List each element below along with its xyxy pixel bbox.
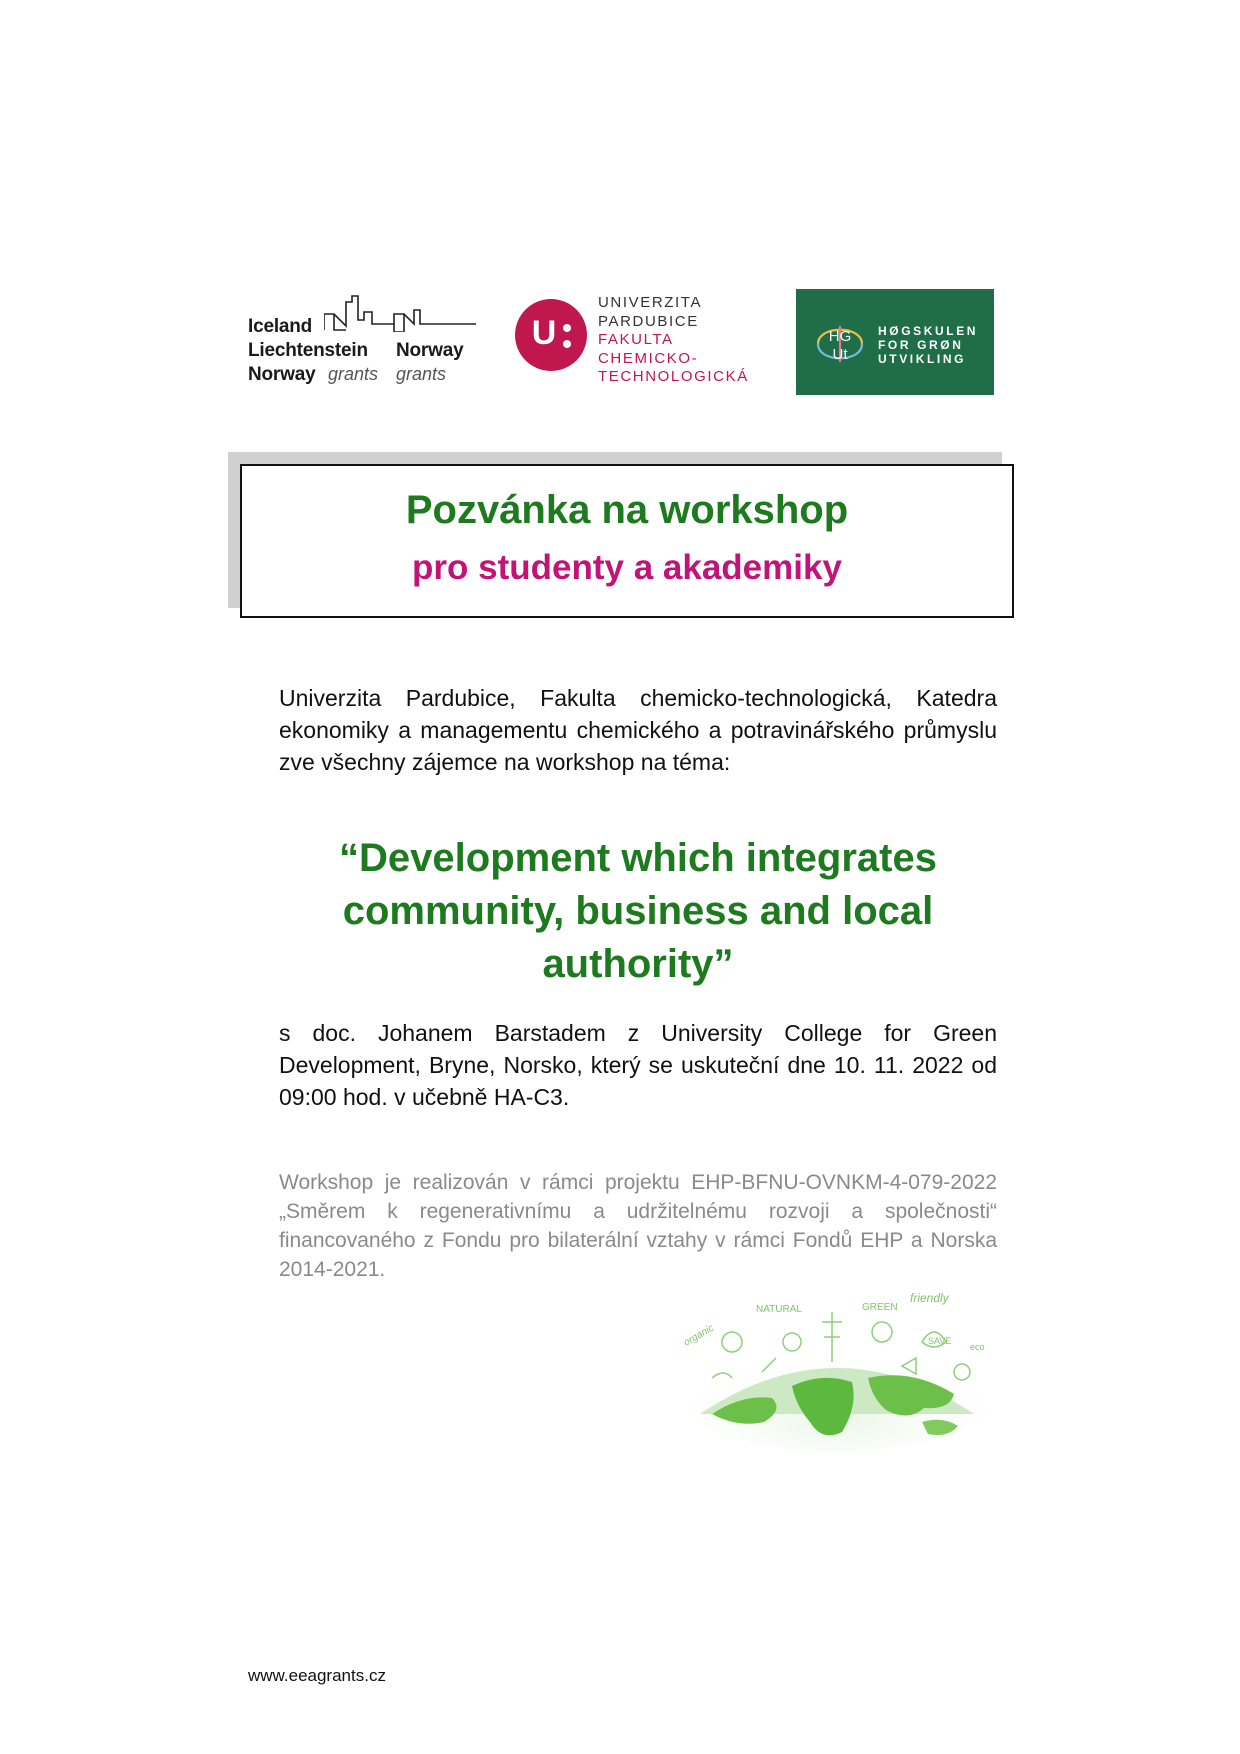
norway-grants-norway-label: Norway <box>396 340 464 361</box>
upce-line-fakulta: FAKULTA <box>598 331 674 348</box>
upce-line-technologicka: TECHNOLOGICKÁ <box>598 368 749 385</box>
upce-wordmark <box>598 294 749 387</box>
upce-faculty-logo <box>514 294 754 390</box>
hgut-line-utvikling: UTVIKLING <box>878 352 967 366</box>
eco-word-eco: eco <box>970 1342 985 1352</box>
hgut-line-hogskulen: HØGSKULEN <box>878 324 979 338</box>
upce-mark-letter: U <box>531 314 557 352</box>
project-note: Workshop je realizován v rámci projektu EHP-BFNU-OVNKM-4-079-2022 „Směrem k regenerativnímu a udržitelnému rozvoji a společnosti“ financovaného z Fondu pro bilaterální vztahy v rámci Fondů EHP a Norska 2014-2021. <box>279 1171 997 1281</box>
eco-word-natural: NATURAL <box>756 1304 802 1315</box>
workshop-topic: “Development which integrates community, business and local authority” <box>339 836 937 986</box>
norway-grants-grants-label: grants <box>396 364 447 384</box>
upce-line-univerzita: UNIVERZITA <box>598 294 703 311</box>
upce-circle-icon <box>514 298 588 372</box>
eea-liechtenstein-label: Liechtenstein <box>248 340 368 361</box>
hgut-logo <box>796 289 994 395</box>
eco-word-save: SAVE <box>928 1336 952 1346</box>
eea-norway-grants-logo <box>248 292 476 392</box>
hgut-wordmark <box>878 324 978 366</box>
details-paragraph: s doc. Johanem Barstadem z University College for Green Development, Bryne, Norsko, který se uskuteční dne 10. 11. 2022 od 09:00 hod. v učebně HA-C3. <box>279 1020 997 1110</box>
footer-url[interactable]: www.eeagrants.cz <box>248 1666 386 1685</box>
eco-globe-illustration <box>672 1282 1002 1452</box>
page-title: Pozvánka na workshop <box>405 488 849 532</box>
eea-grants-label: grants <box>328 364 379 384</box>
eco-word-friendly: friendly <box>910 1291 949 1305</box>
upce-line-chemicko: CHEMICKO- <box>598 349 699 367</box>
hgut-line-for-gron: FOR GRØN <box>878 338 964 352</box>
hgut-mark-bottom: Ut <box>832 346 848 363</box>
title-box <box>240 464 1014 618</box>
intro-paragraph: Univerzita Pardubice, Fakulta chemicko-technologická, Katedra ekonomiky a managementu chemického a potravinářského průmyslu zve všechny zájemce na workshop na téma: <box>279 685 997 775</box>
page-subtitle: pro studenty a akademiky <box>412 548 842 587</box>
eea-norway-label: Norway <box>248 364 316 385</box>
eea-skyline-icon <box>324 292 476 332</box>
hgut-mark-top: HG <box>828 328 852 345</box>
eco-word-green: GREEN <box>862 1302 898 1313</box>
eco-word-organic: organic <box>682 1322 716 1349</box>
upce-line-pardubice: PARDUBICE <box>598 312 699 330</box>
eea-iceland-label: Iceland <box>248 316 313 337</box>
hgut-mark-icon <box>812 319 868 369</box>
